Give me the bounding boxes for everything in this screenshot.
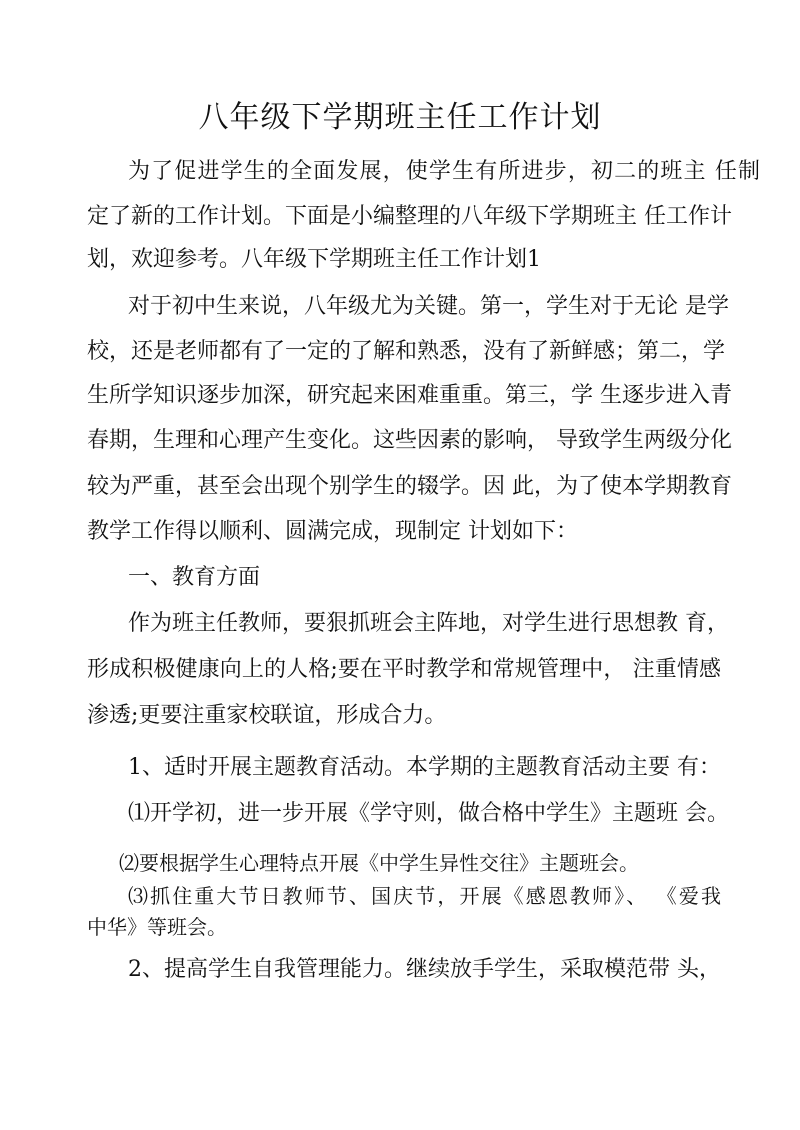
paragraph-line: 教学工作得以顺利、圆满完成，现制定 计划如下：: [87, 519, 578, 544]
section-heading: 一、教育方面: [128, 565, 261, 590]
list-item: ⑵要根据学生心理特点开展《中学生异性交往》主题班会。: [119, 851, 639, 875]
paragraph-line: 划，欢迎参考。八年级下学期班主任工作计划1: [87, 247, 541, 272]
paragraph-line: 生所学知识逐步加深，研究起来困难重重。第三，学 生逐步进入青: [87, 383, 732, 408]
paragraph-line: 为了促进学生的全面发展，使学生有所进步，初二的班主 任制: [128, 159, 760, 184]
paragraph-line: 渗透;更要注重家校联谊，形成合力。: [87, 703, 447, 728]
paragraph-line: 作为班主任教师，要狠抓班会主阵地，对学生进行思想教 育，: [128, 611, 729, 636]
paragraph-line: 形成积极健康向上的人格;要在平时教学和常规管理中， 注重情感: [87, 657, 721, 682]
list-item: 1、适时开展主题教育活动。本学期的主题教育活动主要 有：: [128, 755, 721, 780]
paragraph-line: 春期，生理和心理产生变化。这些因素的影响， 导致学生两级分化: [87, 428, 732, 453]
paragraph-line: 定了新的工作计划。下面是小编整理的八年级下学期班主 任工作计: [87, 204, 732, 229]
list-item: ⑴开学初，进一步开展《学守则，做合格中学生》主题班 会。: [128, 801, 729, 826]
document-title: 八年级下学期班主任工作计划: [198, 100, 602, 135]
paragraph-line: 校，还是老师都有了一定的了解和熟悉，没有了新鲜感；第二，学: [87, 339, 726, 364]
paragraph-line: 对于初中生来说，八年级尤为关键。第一，学生对于无论 是学: [128, 294, 729, 319]
list-item: 2、提高学生自我管理能力。继续放手学生，采取模范带 头，: [128, 957, 721, 982]
list-item: 中华》等班会。: [87, 915, 227, 939]
list-item: ⑶抓住重大节日教师节、国庆节，开展《感恩教师》、 《爱我: [128, 884, 721, 908]
paragraph-line: 较为严重，甚至会出现个别学生的辍学。因 此，为了使本学期教育: [87, 474, 732, 499]
